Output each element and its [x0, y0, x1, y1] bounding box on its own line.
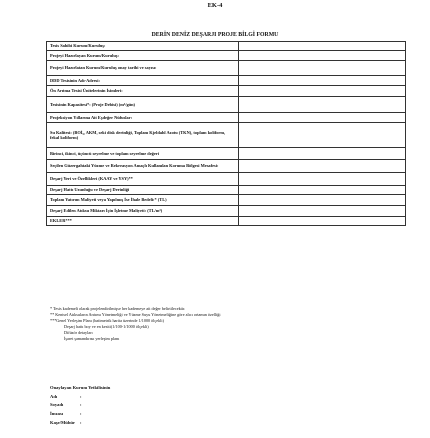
footnote-3-item-1: Deşarj hattı boy ve en kesiti(1/100-1/1000 ölçekli)	[64, 324, 149, 330]
footnote-2: ** Kentsel Atıksuların Arıtımı Yönetmeliği ve Yüzme Suyu Yönetmeliğine göre alıcı ortamın özelliği	[50, 312, 221, 318]
row-label: Birinci, ikinci, üçüncü seyrelme ve toplam seyrelme değeri	[47, 148, 239, 160]
form-row	[47, 123, 406, 148]
row-value-field[interactable]	[239, 61, 406, 76]
footnote-3-item-2: Difüzör detayları	[64, 330, 93, 336]
form-row	[47, 160, 406, 173]
row-label: Deşarj Yeri ve Özellikleri (KAAY ve YSY)**	[47, 173, 239, 186]
form-row	[47, 76, 406, 86]
signature-block	[50, 384, 110, 428]
row-value-field[interactable]	[239, 123, 406, 148]
row-value-field[interactable]	[239, 160, 406, 173]
row-value-field[interactable]	[239, 86, 406, 97]
form-row	[47, 113, 406, 123]
row-label: Tesisinin Kapasitesi*: (Proje Debisi) (m³/gün)	[47, 97, 239, 113]
row-value-field[interactable]	[239, 42, 406, 51]
footnote-3-item-3: İşaret şamandırası yerleşim planı	[64, 336, 120, 342]
form-row	[47, 51, 406, 61]
form-row	[47, 86, 406, 97]
row-value-field[interactable]	[239, 173, 406, 186]
row-label: Deşarj Edilen Atıksu Miktarı İçin İşletme Maliyeti: (TL/m³)	[47, 206, 239, 217]
row-label: Projeyi Hazırlatan Kurum/Kuruluş onay tarihi ve sayısı:	[47, 61, 239, 76]
form-row	[47, 195, 406, 206]
row-value-field[interactable]	[239, 97, 406, 113]
form-row	[47, 148, 406, 160]
row-label: Projeyi Hazırlayan Kurum/Kuruluş:	[47, 51, 239, 61]
row-value-field[interactable]	[239, 195, 406, 206]
row-label: Projeksiyon Yıllarına Ait Eşdeğer Nüfuslar:	[47, 113, 239, 123]
form-row	[47, 186, 406, 195]
name-label: Adı	[50, 393, 58, 399]
row-value-field[interactable]	[239, 206, 406, 217]
row-value-field[interactable]	[239, 186, 406, 195]
surname-colon: :	[80, 402, 82, 408]
stamp-label: Kaşe/Mühür	[50, 419, 76, 425]
signature-heading: Onaylayan Kurum Yetkilisinin	[50, 385, 111, 390]
form-row	[47, 173, 406, 186]
row-value-field[interactable]	[239, 51, 406, 61]
form-row	[47, 61, 406, 76]
form-row	[47, 217, 406, 226]
footnotes	[50, 306, 380, 343]
row-value-field[interactable]	[239, 113, 406, 123]
form-title: DERİN DENİZ DEŞARJI PROJE BİLGİ FORMU	[151, 32, 279, 38]
row-label: Seçilen Güzergahtaki Yüzme ve Rekreasyon Amaçlı Kullanılan Koruma Bölgesi Mesafesi:	[47, 160, 239, 173]
row-label: Ön Arıtma Tesisi Ünitelerinin İsimleri:	[47, 86, 239, 97]
project-info-table	[46, 41, 406, 226]
row-value-field[interactable]	[239, 217, 406, 226]
row-label: Tesis Sahibi Kurum/Kuruluş:	[47, 42, 239, 51]
form-row	[47, 206, 406, 217]
row-value-field[interactable]	[239, 148, 406, 160]
name-colon: :	[80, 393, 82, 399]
stamp-colon: :	[80, 419, 82, 425]
signature-colon: :	[80, 411, 82, 417]
row-label: EKLER***	[47, 217, 239, 226]
annex-label: EK-4	[207, 2, 223, 9]
form-row	[47, 97, 406, 113]
row-label: Su Kalitesi: (BOİ₅, AKM, seki disk derinliği, Toplam Kjeldahl Azotu (TKN), toplam koliform, fekal koliform)	[47, 123, 239, 148]
surname-label: Soyadı	[50, 402, 64, 408]
footnote-1: * Tesis kademeli olarak projelendirilmişse her kademeye ait değer belirtilecektir.	[50, 306, 186, 311]
row-label: DDD Tesisinin Adı-Adresi:	[47, 76, 239, 86]
row-label: Deşarj Hattı Uzunluğu ve Deşarj Derinliği	[47, 186, 239, 195]
row-value-field[interactable]	[239, 76, 406, 86]
row-label: Toplam Yatırım Maliyeti veya Yapılmış İse İhale Bedeli:* (TL)	[47, 195, 239, 206]
signature-label: İmzası	[50, 411, 64, 417]
footnote-3: ***Genel Yerleşim Planı (batimetrik harita üzerinde 1/1000 ölçekli)	[50, 318, 164, 324]
form-row	[47, 42, 406, 51]
